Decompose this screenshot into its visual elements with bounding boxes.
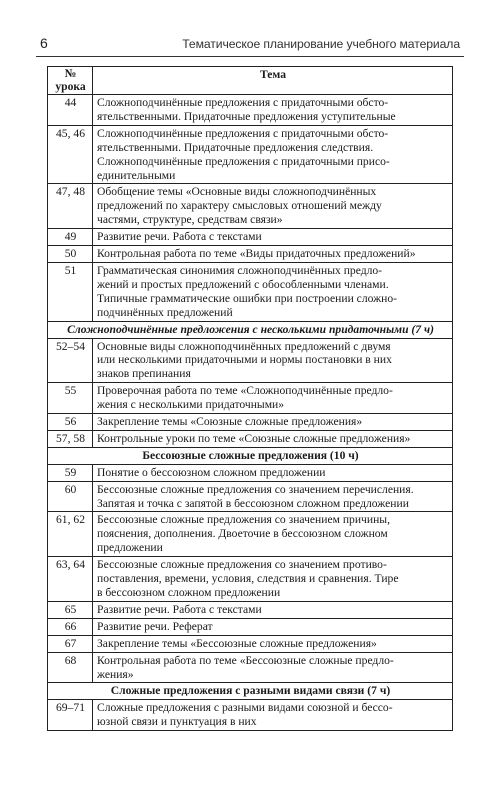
topic-line: Типичные грамматические ошибки при построении сложно-: [97, 291, 397, 305]
lesson-number: 49: [48, 229, 93, 246]
topic-line: Запятая и точка с запятой в бессоюзном сложном предложении: [97, 496, 409, 510]
section-heading: Сложноподчинённые предложения с несколькими придаточными (7 ч): [48, 321, 453, 338]
topic-line: знаков препинания: [97, 367, 191, 381]
topic-line: Сложноподчинённые предложения с придаточными обсто-: [97, 96, 389, 109]
column-header-lesson-number: № урока: [48, 67, 93, 95]
lesson-topic: [93, 262, 453, 321]
table-row: [48, 652, 453, 683]
topic-line: Грамматическая синонимия сложноподчинённых предло-: [97, 263, 383, 277]
table-row: [48, 246, 453, 263]
topic-line: Закрепление темы «Союзные сложные предложения»: [97, 415, 363, 429]
page-header: [36, 34, 464, 57]
table-row: [48, 601, 453, 618]
topic-line: Бессоюзные сложные предложения со значением причины,: [97, 513, 390, 527]
topic-line: Бессоюзные сложные предложения со значением противо-: [97, 558, 387, 572]
lesson-topic: [93, 338, 453, 383]
section-row: [48, 321, 453, 338]
lesson-number: 59: [48, 464, 93, 481]
topic-line: в бессоюзном сложном предложении: [97, 586, 281, 599]
topic-line: жений и простых предложений с обособленными членами.: [97, 277, 389, 291]
lesson-number: 69–71: [48, 700, 93, 731]
section-row: [48, 683, 453, 700]
lesson-topic: [93, 229, 453, 246]
lesson-number: 65: [48, 601, 93, 618]
table-row: [48, 430, 453, 447]
topic-line: Понятие о бессоюзном сложном предложении: [97, 465, 326, 479]
topic-line: Контрольная работа по теме «Бессоюзные сложные предло-: [97, 653, 394, 667]
lesson-number: 66: [48, 618, 93, 635]
topic-line: предложений по характеру смысловых отношений между: [97, 199, 382, 213]
topic-line: поставления, времени, условия, следствия и сравнения. Тире: [97, 572, 399, 586]
lesson-number: 55: [48, 383, 93, 414]
lesson-number: 47, 48: [48, 184, 93, 229]
topic-line: подчинённых предложений: [97, 305, 233, 319]
topic-line: Развитие речи. Работа с текстами: [97, 602, 262, 616]
table-row: [48, 414, 453, 431]
lesson-topic: [93, 414, 453, 431]
table-body: [48, 95, 453, 731]
lesson-number: 63, 64: [48, 557, 93, 602]
lesson-number: 51: [48, 262, 93, 321]
topic-line: предложении: [97, 541, 163, 555]
topic-line: Бессоюзные сложные предложения со значением перечисления.: [97, 482, 414, 496]
topic-line: Сложноподчинённые предложения с придаточными присо-: [97, 154, 390, 168]
table-header-row: [48, 67, 453, 95]
table-row: [48, 229, 453, 246]
lesson-number: 68: [48, 652, 93, 683]
table-row: [48, 481, 453, 512]
topic-line: Развитие речи. Работа с текстами: [97, 230, 262, 244]
topic-line: Развитие речи. Реферат: [97, 619, 213, 633]
topic-line: пояснения, дополнения. Двоеточие в бессоюзном сложном: [97, 527, 388, 541]
topic-line: Контрольные уроки по теме «Союзные сложные предложения»: [97, 431, 411, 445]
lesson-topic: [93, 464, 453, 481]
table-row: [48, 262, 453, 321]
page-number: 6: [40, 35, 48, 51]
lesson-number: 56: [48, 414, 93, 431]
topic-line: Обобщение темы «Основные виды сложноподчинённых: [97, 185, 377, 199]
table-row: [48, 635, 453, 652]
topic-line: жения»: [97, 667, 134, 681]
lesson-topic: [93, 184, 453, 229]
lesson-topic: [93, 481, 453, 512]
table-row: [48, 95, 453, 126]
lesson-topic: [93, 95, 453, 126]
section-heading: Бессоюзные сложные предложения (10 ч): [48, 447, 453, 464]
lesson-topic: [93, 635, 453, 652]
topic-line: жения с несколькими придаточными»: [97, 398, 285, 412]
topic-line: или несколькими придаточными и нормы постановки в них: [97, 353, 392, 367]
table-row: [48, 184, 453, 229]
lesson-topic: [93, 652, 453, 683]
topic-line: Контрольная работа по теме «Виды придаточных предложений»: [97, 247, 416, 261]
topic-line: ятельственными. Придаточные предложения уступительные: [97, 109, 396, 123]
section-row: [48, 447, 453, 464]
topic-line: Сложноподчинённые предложения с придаточными обсто-: [97, 126, 389, 140]
lesson-topic: [93, 430, 453, 447]
lesson-topic: [93, 383, 453, 414]
topic-line: юзной связи и пунктуация в них: [97, 715, 257, 729]
lesson-topic: [93, 246, 453, 263]
lesson-number: 57, 58: [48, 430, 93, 447]
lesson-number: 60: [48, 481, 93, 512]
section-heading: Сложные предложения с разными видами связи (7 ч): [48, 683, 453, 700]
column-header-topic: Тема: [93, 67, 453, 95]
table-row: [48, 383, 453, 414]
table-row: [48, 700, 453, 731]
topic-line: Сложные предложения с разными видами союзной и бессо-: [97, 701, 393, 715]
table-row: [48, 464, 453, 481]
topic-line: частями, структуре, средствам связи»: [97, 213, 283, 227]
table-row: [48, 557, 453, 602]
lesson-topic: [93, 601, 453, 618]
lesson-number: 50: [48, 246, 93, 263]
table-row: [48, 512, 453, 557]
lesson-number: 45, 46: [48, 125, 93, 184]
topic-line: Закрепление темы «Бессоюзные сложные предложения»: [97, 636, 377, 650]
lesson-topic: [93, 700, 453, 731]
lesson-topic: [93, 125, 453, 184]
lesson-topic: [93, 618, 453, 635]
running-title: Тематическое планирование учебного материала: [182, 37, 460, 51]
table-row: [48, 125, 453, 184]
table-row: [48, 618, 453, 635]
topic-line: ятельственными. Придаточные предложения следствия.: [97, 140, 374, 154]
lesson-number: 44: [48, 95, 93, 126]
lesson-topic: [93, 557, 453, 602]
lesson-topic: [93, 512, 453, 557]
lesson-plan-table: [47, 66, 453, 731]
topic-line: Проверочная работа по теме «Сложноподчинённые предло-: [97, 384, 393, 398]
topic-line: единительными: [97, 168, 176, 182]
lesson-number: 52–54: [48, 338, 93, 383]
lesson-number: 67: [48, 635, 93, 652]
topic-line: Основные виды сложноподчинённых предложений с двумя: [97, 339, 391, 353]
lesson-number: 61, 62: [48, 512, 93, 557]
table-row: [48, 338, 453, 383]
